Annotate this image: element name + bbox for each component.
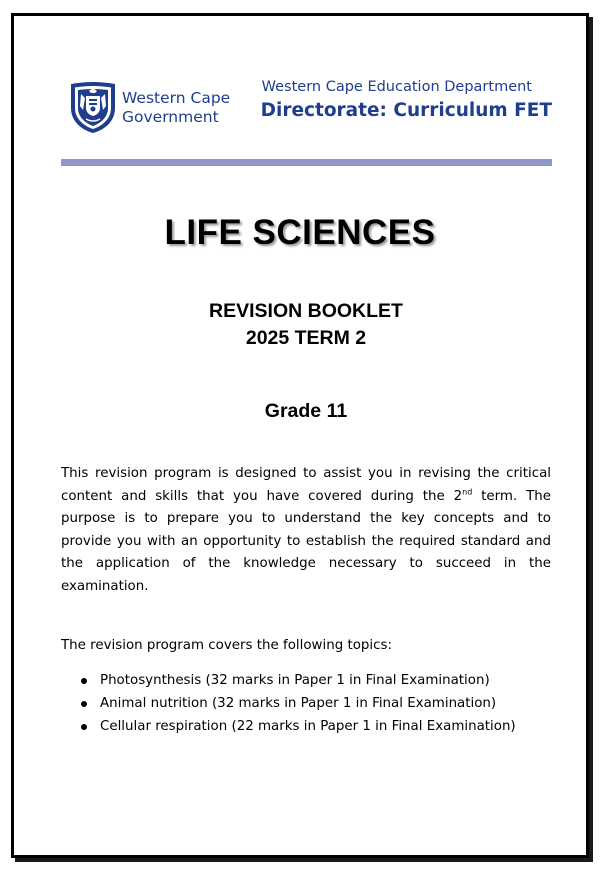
subtitle-term: 2025 TERM 2 [245, 327, 367, 349]
topics-list [80, 669, 516, 738]
directorate-name: Directorate: Curriculum FET [260, 100, 552, 121]
header-divider-bar [61, 159, 552, 166]
document-title: LIFE SCIENCES [164, 213, 436, 252]
list-item: Animal nutrition (32 marks in Paper 1 in Final Examination) [80, 692, 516, 715]
logo-line-1: Western Cape [122, 89, 231, 107]
intro-text-end: term. The purpose is to prepare you to understand the key concepts and to provide you with an opportunity to establish the required standard and the application of the knowledge necessary to succeed in the examination. [61, 488, 551, 594]
intro-paragraph [61, 463, 551, 599]
ordinal-suffix: nd [462, 487, 473, 497]
coat-of-arms-icon [68, 80, 118, 134]
grade-label: Grade 11 [264, 400, 348, 422]
logo-wordmark [122, 89, 230, 127]
logo-line-2: Government [122, 108, 219, 126]
topics-intro: The revision program covers the following topics: [61, 638, 392, 653]
list-item: Cellular respiration (22 marks in Paper 1 in Final Examination) [80, 715, 516, 738]
subtitle-booklet: REVISION BOOKLET [209, 300, 403, 322]
department-name: Western Cape Education Department [261, 79, 532, 95]
intro-text-start: This revision program is designed to assist you in revising the critical content and skills that you have covered during the 2 [61, 466, 551, 504]
list-item: Photosynthesis (32 marks in Paper 1 in Final Examination) [80, 669, 516, 692]
